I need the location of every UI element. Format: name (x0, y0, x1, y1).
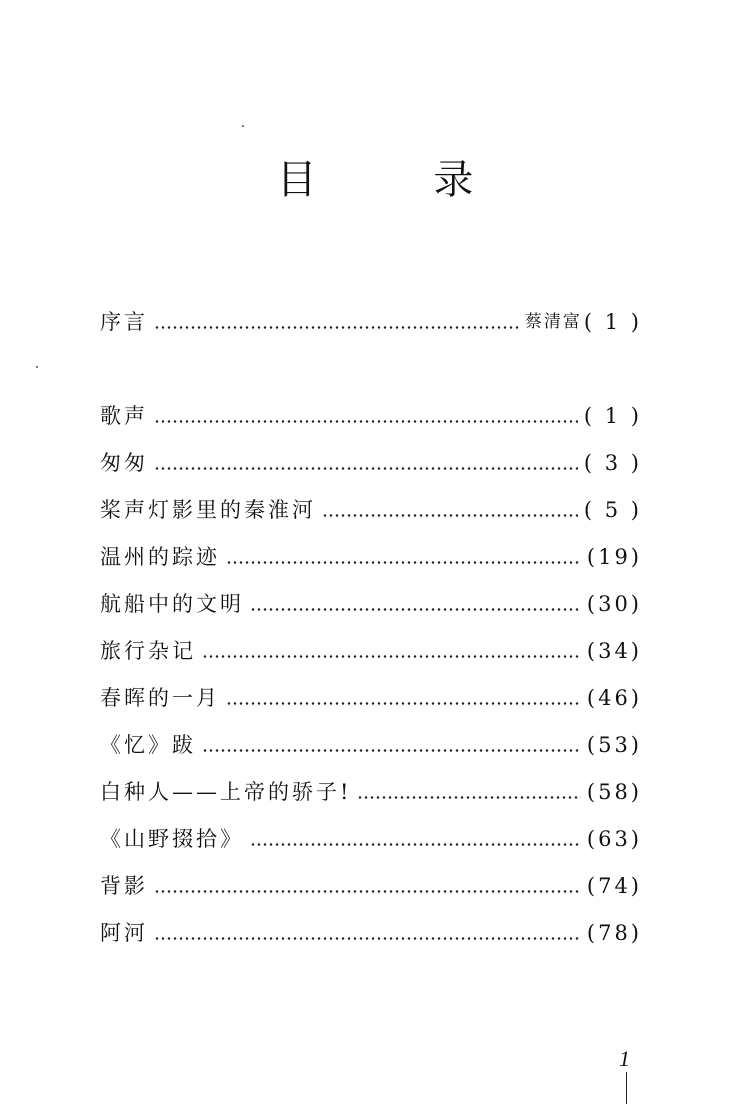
toc-entry-label: 旅行杂记 (100, 639, 196, 663)
dot-leader (154, 420, 578, 423)
toc-entry-label: 白种人——上帝的骄子! (100, 780, 352, 804)
toc-entry-label: 阿河 (100, 921, 148, 945)
toc-entry-label: 歌声 (100, 404, 148, 428)
toc-entry[interactable] (100, 631, 642, 665)
toc-entry-page: (19) (586, 545, 642, 569)
toc-entry[interactable] (100, 819, 642, 853)
toc-entry[interactable] (100, 490, 642, 524)
toc-entry[interactable] (100, 443, 642, 477)
toc-entry-label: 《山野掇拾》 (100, 827, 244, 851)
dot-leader (202, 749, 581, 752)
toc-entry-page: ( 1 ) (583, 404, 642, 428)
toc-entry[interactable] (100, 678, 642, 712)
toc-entry[interactable] (100, 913, 642, 947)
dot-leader (154, 326, 519, 329)
toc-entry[interactable] (100, 537, 642, 571)
toc-entry-page: (30) (586, 592, 642, 616)
toc-entry-label: 温州的踪迹 (100, 545, 220, 569)
dot-leader (226, 561, 581, 564)
toc-entry-page: ( 1 ) (583, 310, 642, 334)
dot-leader (154, 890, 581, 893)
toc-entry-page: (74) (586, 874, 642, 898)
toc-entry-author: 蔡清富 (524, 312, 582, 332)
toc-entry-preface[interactable] (100, 302, 642, 336)
page-title: 目 录 (276, 157, 526, 203)
dot-leader (154, 467, 578, 470)
dot-leader (250, 608, 581, 611)
toc-entry-page: ( 3 ) (583, 451, 642, 475)
dot-leader (226, 702, 581, 705)
toc-entry-page: (53) (586, 733, 642, 757)
toc-entry[interactable] (100, 772, 642, 806)
toc-entry-page: (63) (586, 827, 642, 851)
toc-entry-page: ( 5 ) (583, 498, 642, 522)
toc-entry-label: 桨声灯影里的秦淮河 (100, 498, 316, 522)
dot-leader (202, 655, 581, 658)
toc-entry[interactable] (100, 866, 642, 900)
toc-entry-label: 序言 (100, 310, 148, 334)
toc-entry-page: (78) (586, 921, 642, 945)
toc-entry-label: 背影 (100, 874, 148, 898)
toc-entry-page: (46) (586, 686, 642, 710)
dot-leader (357, 796, 580, 799)
dot-leader (322, 514, 578, 517)
toc-entry[interactable] (100, 725, 642, 759)
dot-leader (154, 937, 581, 940)
dot-leader (250, 843, 581, 846)
toc-entry-label: 春晖的一月 (100, 686, 220, 710)
toc-entry-page: (58) (586, 780, 642, 804)
toc-entry-label: 航船中的文明 (100, 592, 244, 616)
toc-entry[interactable] (100, 584, 642, 618)
scan-speck (242, 125, 244, 127)
page-number: 1 (619, 1046, 630, 1071)
toc-entry-page: (34) (586, 639, 642, 663)
scan-speck (36, 366, 38, 368)
toc-entry-label: 《忆》跋 (100, 733, 196, 757)
toc-entry[interactable] (100, 396, 642, 430)
toc-entry-label: 匆匆 (100, 451, 148, 475)
page-edge-rule (626, 1072, 627, 1104)
